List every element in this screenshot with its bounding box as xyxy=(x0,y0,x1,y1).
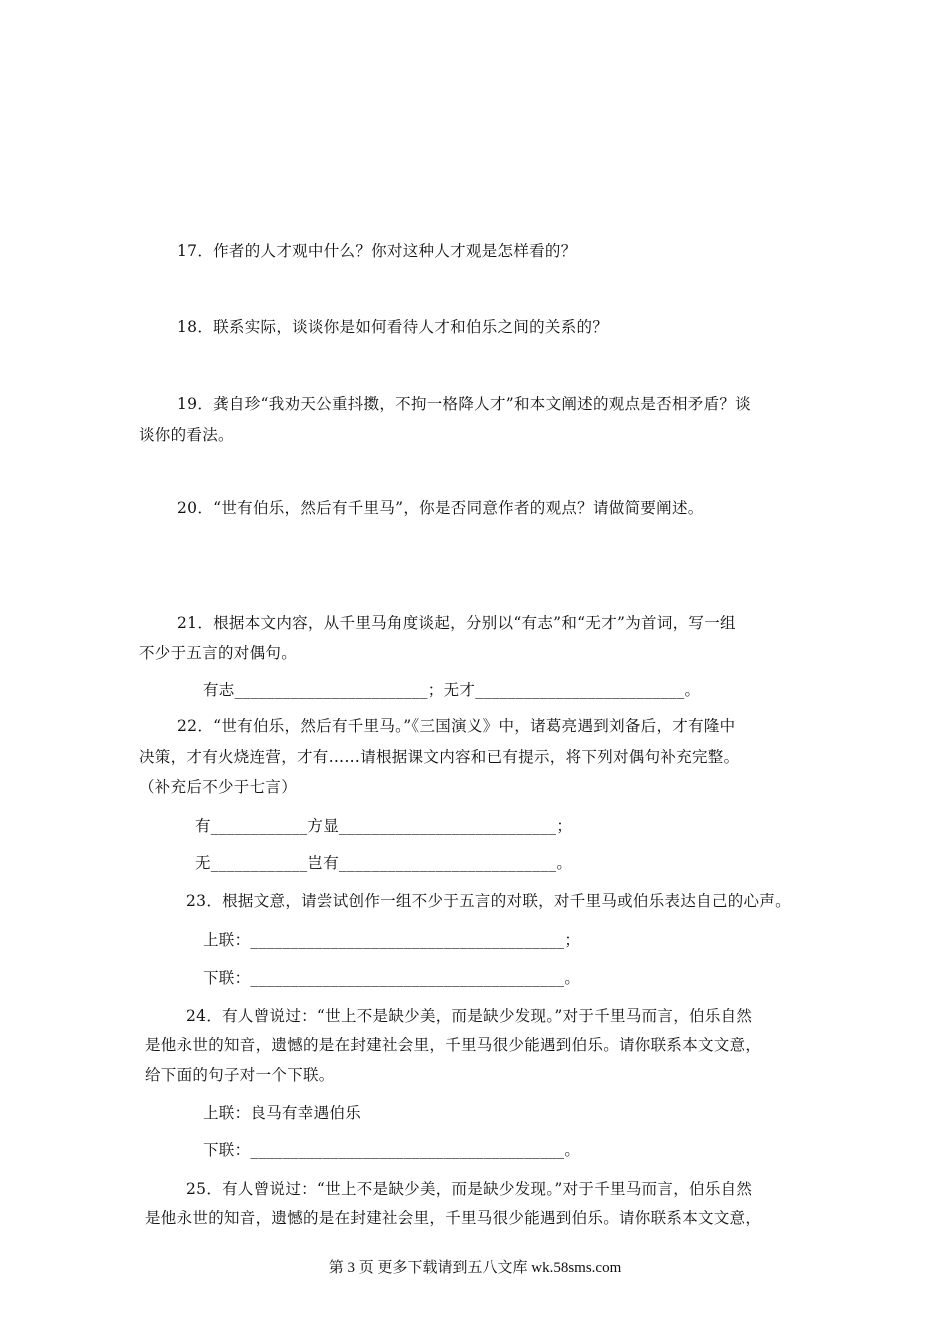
question-25-line-1: 25．有人曾说过：“世上不是缺少美，而是缺少发现。”对于千里马而言，伯乐自然 xyxy=(186,1180,753,1198)
question-22-fill-line-1: 有____________方显___________________________； xyxy=(195,817,573,835)
question-20: 20．“世有伯乐，然后有千里马”，你是否同意作者的观点？请做简要阐述。 xyxy=(177,499,704,517)
question-24-upper-couplet: 上联：良马有幸遇伯乐 xyxy=(203,1104,362,1122)
question-21-fill-line: 有志________________________；无才__________________________。 xyxy=(203,681,701,699)
question-22-line-2: 决策，才有火烧连营，才有……请根据课文内容和已有提示，将下列对偶句补充完整。 xyxy=(139,748,740,766)
question-21-line-1: 21．根据本文内容，从千里马角度谈起，分别以“有志”和“无才”为首词，写一组 xyxy=(177,614,736,632)
question-23-line-1: 23．根据文意，请尝试创作一组不少于五言的对联，对千里马或伯乐表达自己的心声。 xyxy=(186,892,791,910)
question-24-line-2: 是他永世的知音，遗憾的是在封建社会里，千里马很少能遇到伯乐。请你联系本文文意， xyxy=(145,1036,762,1054)
question-25-line-2: 是他永世的知音，遗憾的是在封建社会里，千里马很少能遇到伯乐。请你联系本文文意， xyxy=(145,1209,762,1227)
question-24-lower-couplet: 下联：_______________________________________。 xyxy=(203,1141,581,1159)
question-24-line-3: 给下面的句子对一个下联。 xyxy=(145,1066,335,1084)
question-23-lower-couplet: 下联：_______________________________________。 xyxy=(203,969,581,987)
question-19-line-2: 谈你的看法。 xyxy=(139,426,234,444)
question-24-line-1: 24．有人曾说过：“世上不是缺少美，而是缺少发现。”对于千里马而言，伯乐自然 xyxy=(186,1007,753,1025)
question-18: 18．联系实际，谈谈你是如何看待人才和伯乐之间的关系的？ xyxy=(177,318,609,336)
question-23-upper-couplet: 上联：_______________________________________； xyxy=(203,931,581,949)
question-19-line-1: 19．龚自珍“我劝天公重抖擞，不拘一格降人才”和本文阐述的观点是否相矛盾？谈 xyxy=(177,395,751,413)
question-22-line-1: 22．“世有伯乐，然后有千里马。”《三国演义》中，诸葛亮遇到刘备后，才有隆中 xyxy=(177,717,736,735)
page-footer: 第 3 页 更多下载请到五八文库 wk.58sms.com xyxy=(328,1260,622,1276)
question-22-line-3: （补充后不少于七言） xyxy=(139,778,298,796)
question-21-line-2: 不少于五言的对偶句。 xyxy=(139,644,298,662)
question-17: 17．作者的人才观中什么？你对这种人才观是怎样看的？ xyxy=(177,242,577,260)
question-22-fill-line-2: 无____________岂有___________________________。 xyxy=(195,854,573,872)
